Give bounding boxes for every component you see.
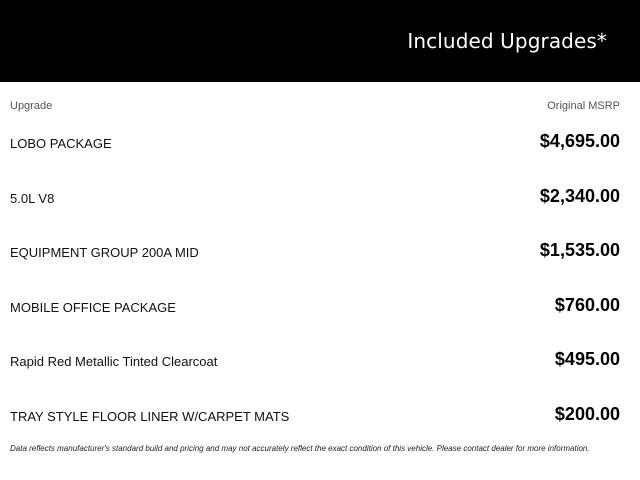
upgrade-name: Rapid Red Metallic Tinted Clearcoat xyxy=(10,354,218,369)
column-headers xyxy=(0,100,640,114)
upgrade-row xyxy=(0,388,640,443)
upgrade-price: $495.00 xyxy=(554,349,620,369)
upgrade-row xyxy=(0,170,640,225)
upgrade-price: $200.00 xyxy=(554,403,620,424)
upgrade-row xyxy=(0,115,640,170)
header-band xyxy=(0,0,640,82)
upgrade-name: EQUIPMENT GROUP 200A MID xyxy=(10,245,199,260)
upgrade-price: $4,695.00 xyxy=(539,131,620,151)
upgrade-name: 5.0L V8 xyxy=(10,190,55,206)
upgrade-price: $2,340.00 xyxy=(539,185,620,206)
upgrade-name: TRAY STYLE FLOOR LINER W/CARPET MATS xyxy=(10,408,290,424)
column-header-msrp: Original MSRP xyxy=(547,100,620,112)
column-header-upgrade: Upgrade xyxy=(10,100,53,112)
upgrade-price: $1,535.00 xyxy=(539,240,620,260)
upgrade-name: MOBILE OFFICE PACKAGE xyxy=(10,299,176,315)
upgrade-name: LOBO PACKAGE xyxy=(10,136,112,151)
upgrade-row xyxy=(0,279,640,334)
upgrade-row xyxy=(0,224,640,279)
disclaimer-text: Data reflects manufacturer's standard build and pricing and may not accurately reflect the exact condition of this vehicle. Please contact dealer for more information. xyxy=(10,444,590,453)
page-title: Included Upgrades* xyxy=(407,29,607,53)
upgrade-row xyxy=(0,333,640,388)
upgrade-list xyxy=(0,115,640,442)
upgrade-price: $760.00 xyxy=(554,294,620,315)
